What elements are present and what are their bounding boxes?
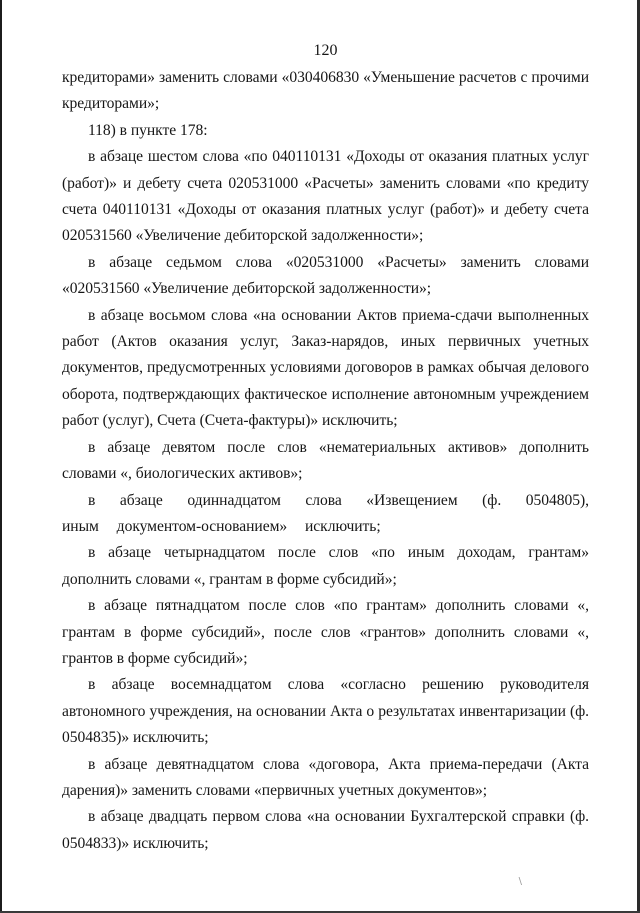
page-number: 120	[313, 42, 338, 59]
paragraph-12: в абзаце двадцать первом слова «на основании Бухгалтерской справки (ф. 0504833)» исключить;	[62, 808, 589, 852]
scan-border-left	[0, 0, 2, 913]
paragraph-4: в абзаце седьмом слова «020531000 «Расчеты» заменить словами «020531560 «Увеличение дебиторской задолженности»;	[62, 253, 589, 298]
paragraph-11: в абзаце девятнадцатом слова «договора, Акта приема-передачи (Акта дарения)» заменить словами «первичных учетных документов»;	[62, 755, 589, 799]
paragraph-5: в абзаце восьмом слова «на основании Актов приема-сдачи выполненных работ (Актов оказания услуг, Заказ-нарядов, иных первичных учетных документов, предусмотренных условиями договоров в рамках обычая делового оборота, подтверждающих фактическое исполнение автономным учреждением работ (услуг), Счета (Счета-фактуры)» исключить;	[62, 306, 589, 430]
paragraph-3: в абзаце шестом слова «по 040110131 «Доходы от оказания платных услуг (работ)» и дебету счета 020531000 «Расчеты» заменить словами «по кредиту счета 040110131 «Доходы от оказания платных услуг (работ)» и дебету счета 020531560 «Увеличение дебиторской задолженности»;	[62, 148, 589, 245]
scan-mark: \	[518, 876, 522, 887]
paragraph-10: в абзаце восемнадцатом слова «согласно решению руководителя автономного учреждения, на основании Акта о результатах инвентаризации (ф. 0504835)» исключить;	[62, 676, 589, 747]
paragraph-2: 118) в пункте 178:	[88, 121, 208, 139]
paragraph-1: кредиторами» заменить словами «030406830 «Уменьшение расчетов с прочими кредиторами»;	[62, 69, 589, 113]
paragraph-8: в абзаце четырнадцатом после слов «по иным доходам, грантам» дополнить словами «, грантам в форме субсидий»;	[62, 544, 589, 588]
paragraph-6: в абзаце девятом после слов «нематериальных активов» дополнить словами «, биологических активов»;	[62, 438, 589, 483]
paragraph-9: в абзаце пятнадцатом после слов «по грантам» дополнить словами «, грантам в форме субсидий», после слов «грантов» дополнить словами «, грантов в форме субсидий»;	[62, 597, 589, 667]
paragraph-7: в абзаце одиннадцатом слова «Извещением (ф. 0504805), иным документом-основанием» исключить;	[62, 491, 589, 535]
document-page	[62, 40, 589, 857]
